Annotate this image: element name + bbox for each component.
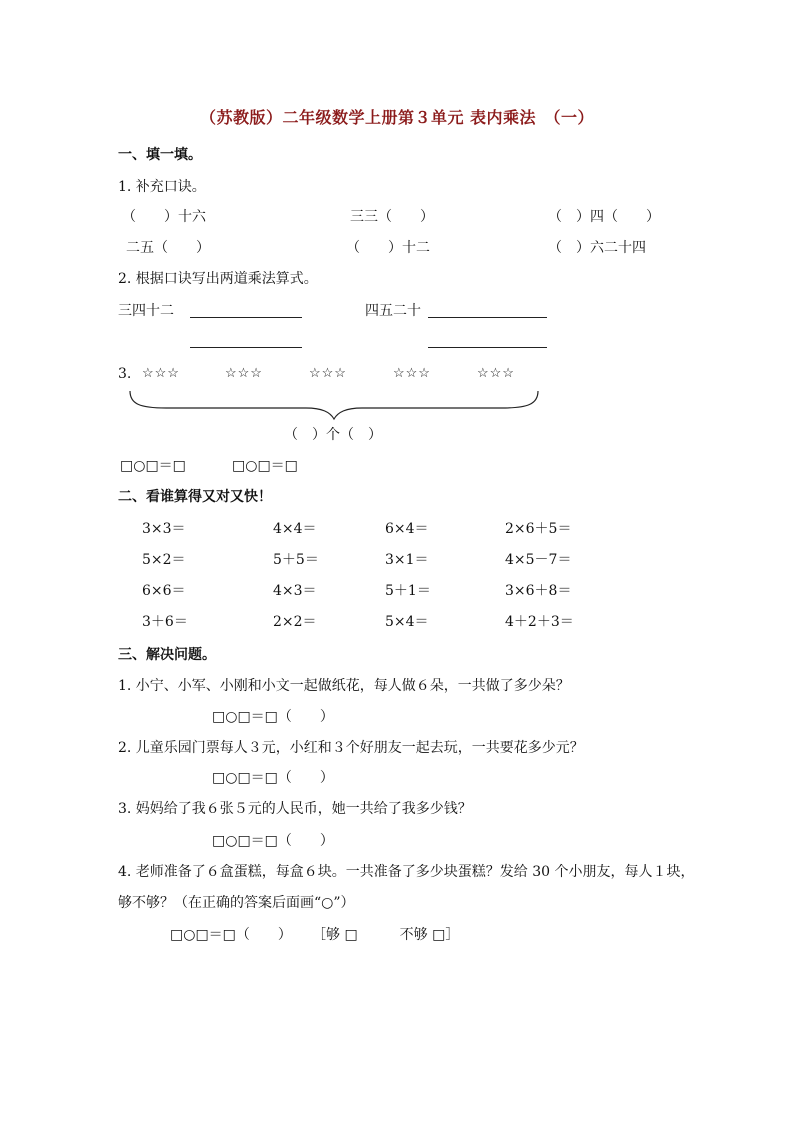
- answer-line[interactable]: [190, 317, 302, 318]
- calc-item: 3×1＝: [385, 552, 429, 568]
- choice-options[interactable]: ［够 □ 不够 □］: [312, 927, 460, 943]
- q3-equation[interactable]: □○□＝□: [120, 458, 186, 474]
- q1-item: （ ）十六: [122, 209, 206, 225]
- problem-answer[interactable]: □○□＝□（ ）: [170, 927, 292, 943]
- q1-item: （ ）十二: [346, 240, 430, 256]
- calc-item: 5＋5＝: [273, 552, 319, 568]
- q2-verse-left: 三四十二: [118, 303, 174, 319]
- calc-item: 4×4＝: [273, 521, 317, 537]
- answer-line[interactable]: [428, 347, 547, 348]
- calc-item: 2×6＋5＝: [505, 521, 572, 537]
- section3-heading: 三、解决问题。: [118, 647, 216, 663]
- calc-item: 6×4＝: [385, 521, 429, 537]
- problem-answer[interactable]: □○□＝□（ ）: [212, 770, 334, 786]
- problem-text: 1. 小宁、小军、小刚和小文一起做纸花，每人做６朵，一共做了多少朵？: [118, 678, 570, 694]
- q1-item: 三三（ ）: [350, 209, 434, 225]
- section1-heading: 一、填一填。: [118, 147, 202, 163]
- problem-text: 够不够？（在正确的答案后面画“○”）: [118, 895, 355, 911]
- calc-item: 4×5－7＝: [505, 552, 572, 568]
- q1-item: （ ）六二十四: [548, 240, 646, 256]
- star-group: ☆☆☆: [225, 366, 263, 381]
- calc-item: 3×6＋8＝: [505, 583, 572, 599]
- problem-text: 2. 儿童乐园门票每人３元，小红和３个好朋友一起去玩，一共要花多少元？: [118, 740, 584, 756]
- calc-item: 5＋1＝: [385, 583, 431, 599]
- section2-heading: 二、看谁算得又对又快！: [118, 489, 272, 505]
- answer-line[interactable]: [428, 317, 547, 318]
- star-group: ☆☆☆: [393, 366, 431, 381]
- problem-answer[interactable]: □○□＝□（ ）: [212, 833, 334, 849]
- star-group: ☆☆☆: [142, 366, 180, 381]
- problem-text: 4. 老师准备了６盒蛋糕，每盒６块。一共准备了多少块蛋糕？发给 30 个小朋友，每人１块，: [118, 864, 695, 880]
- q2-label: 2. 根据口诀写出两道乘法算式。: [118, 271, 318, 287]
- q3-equation[interactable]: □○□＝□: [232, 458, 298, 474]
- answer-line[interactable]: [190, 347, 302, 348]
- q3-label: 3.: [118, 366, 132, 382]
- calc-item: 3＋6＝: [142, 614, 188, 630]
- calc-item: 2×2＝: [273, 614, 317, 630]
- calc-item: 6×6＝: [142, 583, 186, 599]
- page-title: （苏教版）二年级数学上册第３单元 表内乘法 （一）: [199, 108, 595, 127]
- calc-item: 3×3＝: [142, 521, 186, 537]
- q1-item: （ ）四（ ）: [548, 209, 660, 225]
- curly-brace: [126, 388, 542, 422]
- star-group: ☆☆☆: [309, 366, 347, 381]
- q1-item: 二五（ ）: [126, 240, 210, 256]
- q2-verse-right: 四五二十: [365, 303, 421, 319]
- star-group: ☆☆☆: [477, 366, 515, 381]
- calc-item: 4＋2＋3＝: [505, 614, 574, 630]
- calc-item: 4×3＝: [273, 583, 317, 599]
- q1-label: 1. 补充口诀。: [118, 179, 206, 195]
- problem-answer[interactable]: □○□＝□（ ）: [212, 709, 334, 725]
- q3-caption: （ ）个（ ）: [284, 427, 382, 443]
- calc-item: 5×2＝: [142, 552, 186, 568]
- calc-item: 5×4＝: [385, 614, 429, 630]
- problem-text: 3. 妈妈给了我６张５元的人民币，她一共给了我多少钱？: [118, 801, 472, 817]
